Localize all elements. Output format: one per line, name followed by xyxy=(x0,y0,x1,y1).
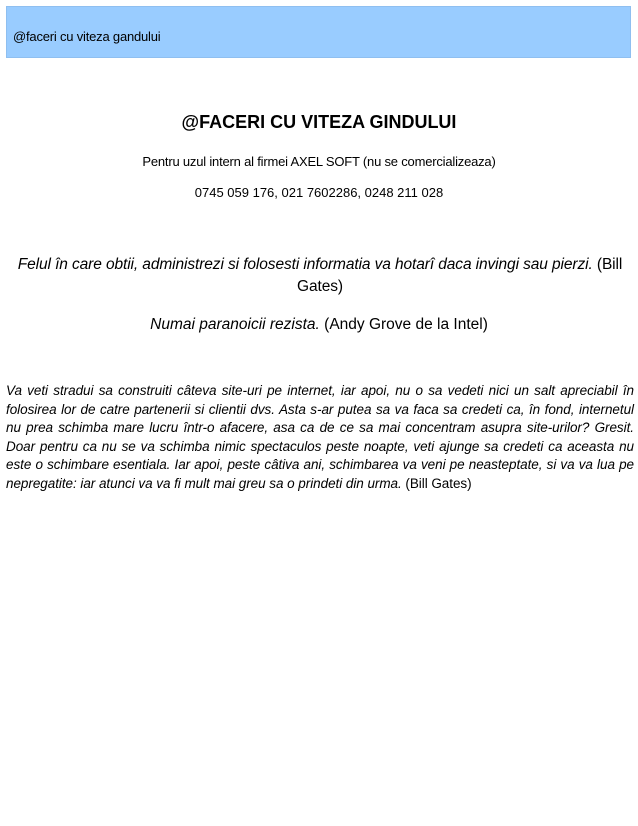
quote-text: Felul în care obtii, administrezi si folosesti informatia va hotarî daca invingi sau pierzi. xyxy=(17,256,593,273)
page-header-band xyxy=(6,6,631,58)
paragraph-author: (Bill Gates) xyxy=(401,475,472,491)
internet-paragraph xyxy=(6,382,634,494)
contact-phones: 0745 059 176, 021 7602286, 0248 211 028 xyxy=(194,185,444,200)
header-label: @faceri cu viteza gandului xyxy=(13,29,161,44)
quote-author: (Andy Grove de la Intel) xyxy=(319,316,488,333)
quote-text: Numai paranoicii rezista. xyxy=(150,316,320,333)
paragraph-text: Va veti stradui sa construiti câteva site-uri pe internet, iar apoi, nu o sa vedeti nici un salt apreciabil în folosirea lor de catre partenerii si clientii dvs. Asta s-ar putea sa va faca sa credeti ca, în fond, internetul nu prea schimba mare lucru într-o afacere, asa ca de ce sa mai concentram asupra site-urilor? Gresit. Doar pentru ca nu se va schimba nimic spectaculos peste noapte, veti ajunge sa credeti ca aceasta nu este o schimbare esentiala. Iar apoi, peste câtiva ani, schimbarea va veni pe neasteptate, si va va lua pe nepregatite: iar atunci va va fi mult mai greu sa o prindeti din urma. xyxy=(6,383,634,491)
quote-information xyxy=(6,254,634,298)
quote-paranoia xyxy=(0,314,638,336)
quote-author: (Bill Gates) xyxy=(297,256,623,295)
document-subtitle: Pentru uzul intern al firmei AXEL SOFT (nu se comercializeaza) xyxy=(142,154,496,169)
document-title: @FACERI CU VITEZA GINDULUI xyxy=(181,112,457,132)
